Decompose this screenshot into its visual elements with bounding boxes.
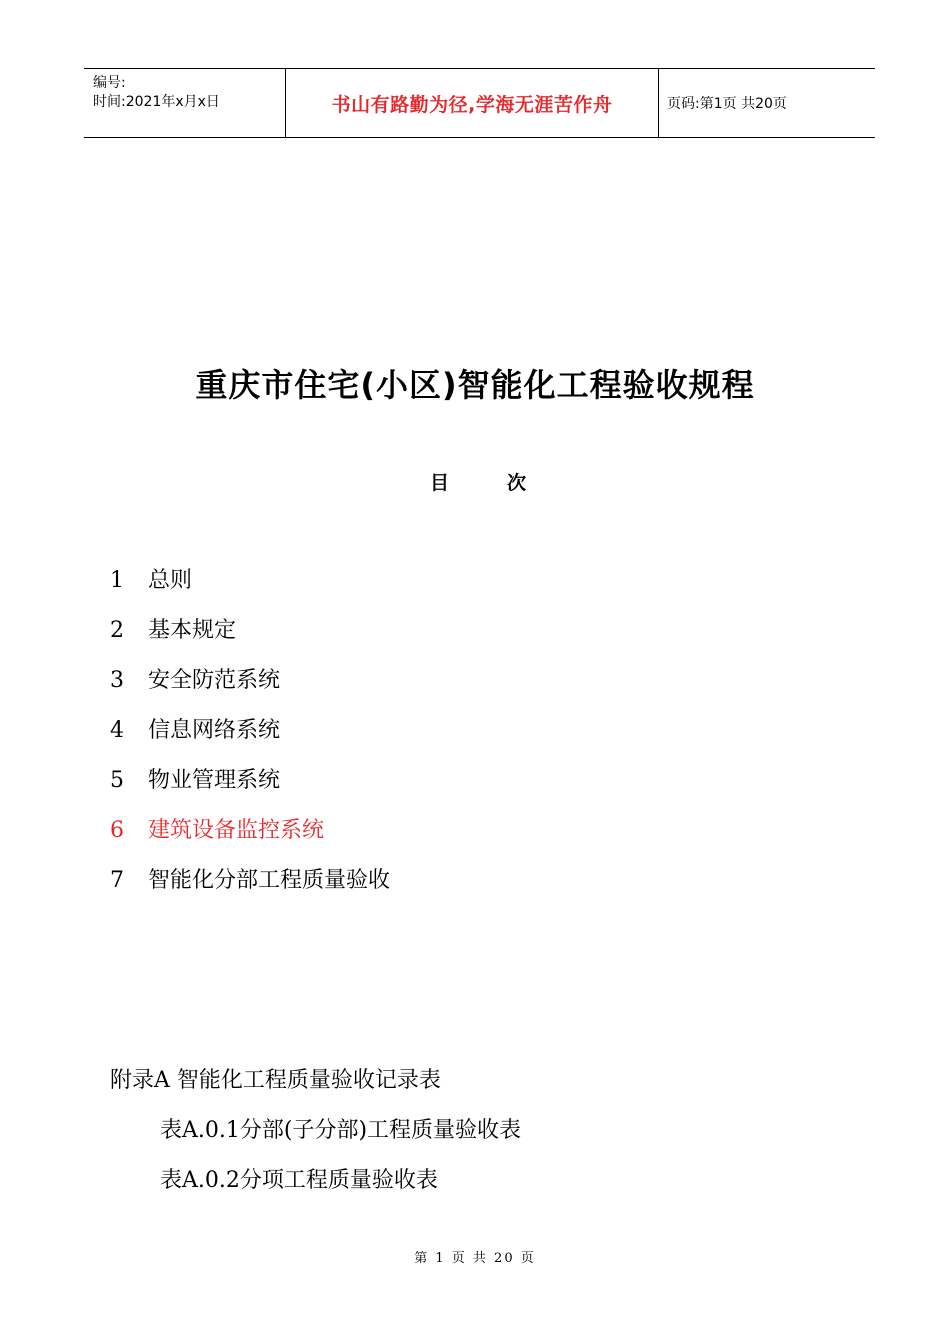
document-number-label: 编号:	[93, 75, 126, 91]
toc-item[interactable]	[110, 563, 192, 597]
toc-item[interactable]	[110, 613, 236, 647]
toc-item-number: 2	[110, 618, 124, 643]
toc-item-text: 建筑设备监控系统	[148, 818, 325, 843]
toc-heading-char: 目	[430, 472, 450, 494]
header-page-info-cell	[659, 69, 875, 137]
header-page-info: 页码:第1页 共20页	[667, 96, 787, 112]
toc-item[interactable]	[110, 863, 390, 897]
toc-item[interactable]	[110, 713, 280, 747]
toc-item-text: 基本规定	[148, 618, 237, 643]
toc-item-number: 6	[110, 818, 124, 843]
toc-item-number: 7	[110, 868, 124, 893]
header-motto: 书山有路勤为径,学海无涯苦作舟	[331, 93, 613, 116]
toc-item-text: 信息网络系统	[148, 718, 281, 743]
page-footer: 第 1 页 共 20 页	[414, 1251, 536, 1266]
toc-item[interactable]	[110, 663, 280, 697]
page-header	[84, 68, 875, 138]
toc-heading	[430, 468, 526, 495]
toc-item-text: 总则	[148, 568, 193, 593]
toc-item-highlighted[interactable]	[110, 813, 324, 847]
header-meta	[84, 69, 286, 137]
toc-item-number: 5	[110, 768, 124, 793]
toc-item-number: 3	[110, 668, 124, 693]
toc-heading-char: 次	[507, 472, 527, 494]
toc-item-number: 4	[110, 718, 124, 743]
toc-item-text: 安全防范系统	[148, 668, 281, 693]
appendix-title[interactable]: 附录A 智能化工程质量验收记录表	[110, 1068, 441, 1093]
toc-item-text: 智能化分部工程质量验收	[148, 868, 391, 893]
toc-item-text: 物业管理系统	[148, 768, 281, 793]
appendix-item[interactable]: 表A.0.1分部(子分部)工程质量验收表	[160, 1118, 522, 1143]
toc-item-number: 1	[110, 568, 124, 593]
header-motto-cell	[286, 69, 659, 137]
document-time-label: 时间:2021年x月x日	[93, 94, 220, 110]
document-title: 重庆市住宅(小区)智能化工程验收规程	[195, 366, 755, 404]
appendix-item[interactable]: 表A.0.2分项工程质量验收表	[160, 1168, 438, 1193]
toc-item[interactable]	[110, 763, 280, 797]
